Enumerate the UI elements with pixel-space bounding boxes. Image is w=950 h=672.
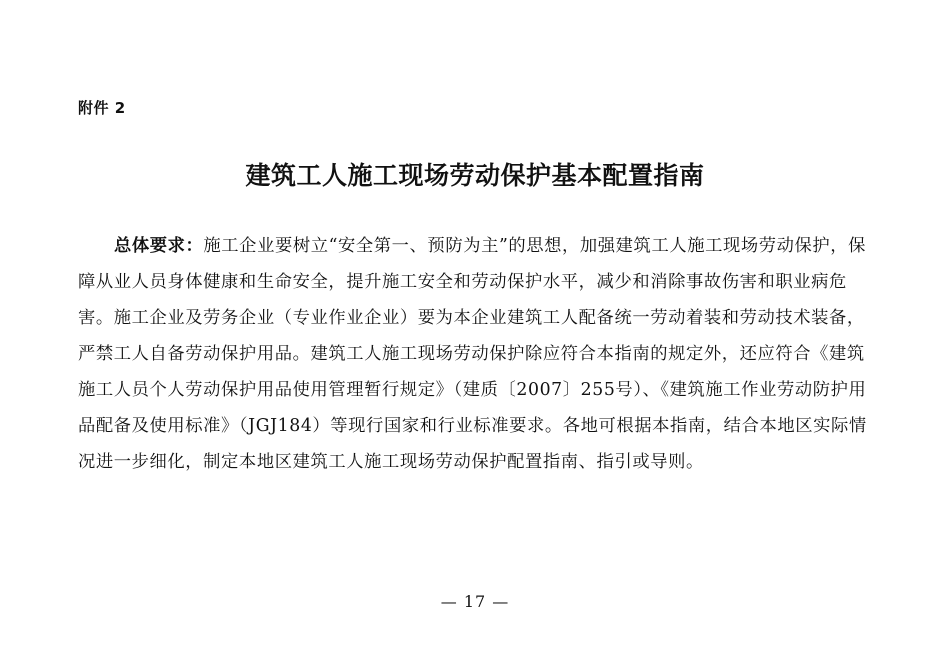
attachment-label: 附件 2 bbox=[78, 99, 126, 117]
page-number: — 17 — bbox=[440, 592, 510, 611]
paragraph-text: 施工企业要树立“安全第一、预防为主”的思想，加强建筑工人施工现场劳动保护，保障从业人员身体健康和生命安全，提升施工安全和劳动保护水平，减少和消除事故伤害和职业病危害。施工企业及劳务企业（专业作业企业）要为本企业建筑工人配备统一劳动着装和劳动技术装备，严禁工人自备劳动保护用品。建筑工人施工现场劳动保护除应符合本指南的规定外，还应符合《建筑施工人员个人劳动保护用品使用管理暂行规定》（建质〔2007〕255号）、《建筑施工作业劳动防护用品配备及使用标准》（JGJ184）等现行国家和行业标准要求。各地可根据本指南，结合本地区实际情况进一步细化，制定本地区建筑工人施工现场劳动保护配置指南、指引或导则。 bbox=[78, 236, 867, 472]
document-title: 建筑工人施工现场劳动保护基本配置指南 bbox=[245, 161, 705, 190]
paragraph-lead: 总体要求： bbox=[114, 236, 204, 256]
body-paragraph bbox=[78, 228, 874, 480]
